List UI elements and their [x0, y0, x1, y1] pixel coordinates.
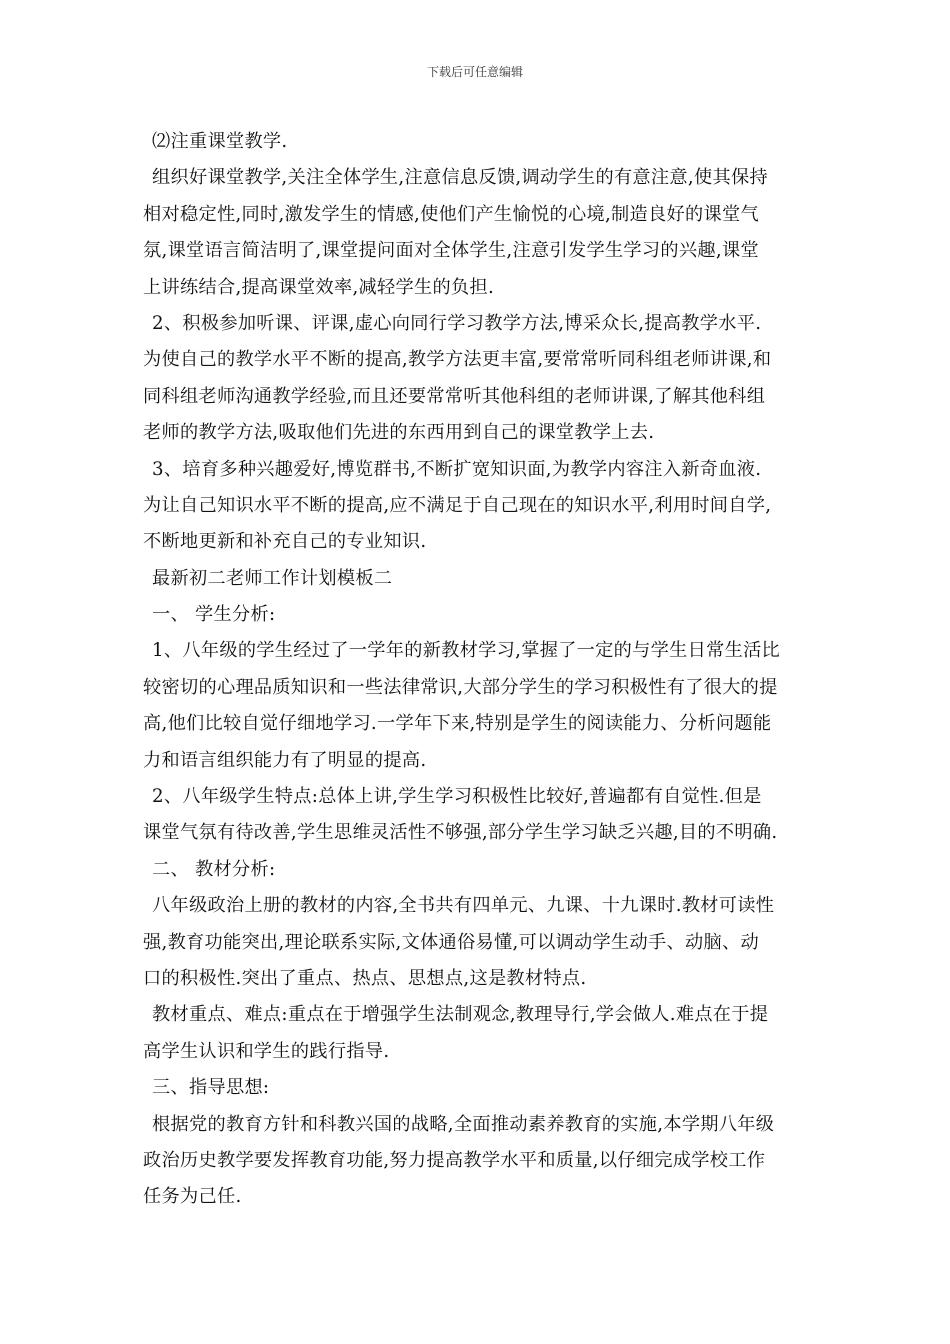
- text-line: 相对稳定性,同时,激发学生的情感,使他们产生愉悦的心境,制造良好的课堂气: [143, 203, 759, 225]
- text-line: 八年级政治上册的教材的内容,全书共有四单元、九课、十九课时.教材可读性: [152, 895, 775, 917]
- document-body: [143, 124, 815, 1216]
- text-line: 为使自己的教学水平不断的提高,教学方法更丰富,要常常听同科组老师讲课,和: [143, 349, 772, 371]
- text-line: 根据党的教育方针和科教兴国的战略,全面推动素养教育的实施,本学期八年级: [152, 1113, 775, 1135]
- text-line: 上讲练结合,提高课堂效率,减轻学生的负担.: [143, 276, 495, 298]
- text-line: 较密切的心理品质知识和一些法律常识,大部分学生的学习积极性有了很大的提: [143, 676, 778, 698]
- text-line: 力和语言组织能力有了明显的提高.: [143, 749, 427, 771]
- text-line: 口的积极性.突出了重点、热点、思想点,这是教材特点.: [143, 967, 587, 989]
- text-line: 政治历史教学要发挥教育功能,努力提高教学水平和质量,以仔细完成学校工作: [143, 1149, 766, 1171]
- text-line: 老师的教学方法,吸取他们先进的东西用到自己的课堂教学上去.: [143, 422, 655, 444]
- text-line: 高学生认识和学生的践行指导.: [143, 1040, 390, 1062]
- text-line: 高,他们比较自觉仔细地学习.一学年下来,特别是学生的阅读能力、分析问题能: [143, 713, 772, 735]
- page-header: 下载后可任意编辑: [426, 65, 523, 79]
- text-line: 组织好课堂教学,关注全体学生,注意信息反馈,调动学生的有意注意,使其保持: [152, 167, 768, 189]
- text-line: 二、 教材分析:: [152, 858, 276, 880]
- text-line: ⑵注重课堂教学.: [152, 131, 288, 152]
- text-line: 三、指导思想:: [152, 1077, 270, 1099]
- text-line: 任务为己任.: [143, 1186, 242, 1208]
- text-line: 课堂气氛有待改善,学生思维灵活性不够强,部分学生学习缺乏兴趣,目的不明确.: [143, 822, 778, 844]
- text-line: 3、培育多种兴趣爱好,博览群书,不断扩宽知识面,为教学内容注入新奇血液.: [152, 458, 762, 480]
- text-line: 2、八年级学生特点:总体上讲,学生学习积极性比较好,普遍都有自觉性.但是: [152, 786, 762, 808]
- text-line: 同科组老师沟通教学经验,而且还要常常听其他科组的老师讲课,了解其他科组: [143, 385, 766, 407]
- text-line: 强,教育功能突出,理论联系实际,文体通俗易懂,可以调动学生动手、动脑、动: [143, 931, 759, 953]
- text-line: 2、积极参加听课、评课,虚心向同行学习教学方法,博采众长,提高教学水平.: [152, 312, 762, 334]
- text-line: 最新初二老师工作计划模板二: [152, 567, 393, 589]
- text-line: 不断地更新和补充自己的专业知识.: [143, 531, 427, 553]
- text-line: 氛,课堂语言简洁明了,课堂提问面对全体学生,注意引发学生学习的兴趣,课堂: [143, 240, 759, 262]
- text-line: 1、八年级的学生经过了一学年的新教材学习,掌握了一定的与学生日常生活比: [152, 640, 781, 662]
- text-line: 教材重点、难点:重点在于增强学生法制观念,教理导行,学会做人.难点在于提: [152, 1004, 769, 1026]
- text-line: 一、 学生分析:: [152, 604, 276, 626]
- text-line: 为让自己知识水平不断的提高,应不满足于自己现在的知识水平,利用时间自学,: [143, 494, 772, 516]
